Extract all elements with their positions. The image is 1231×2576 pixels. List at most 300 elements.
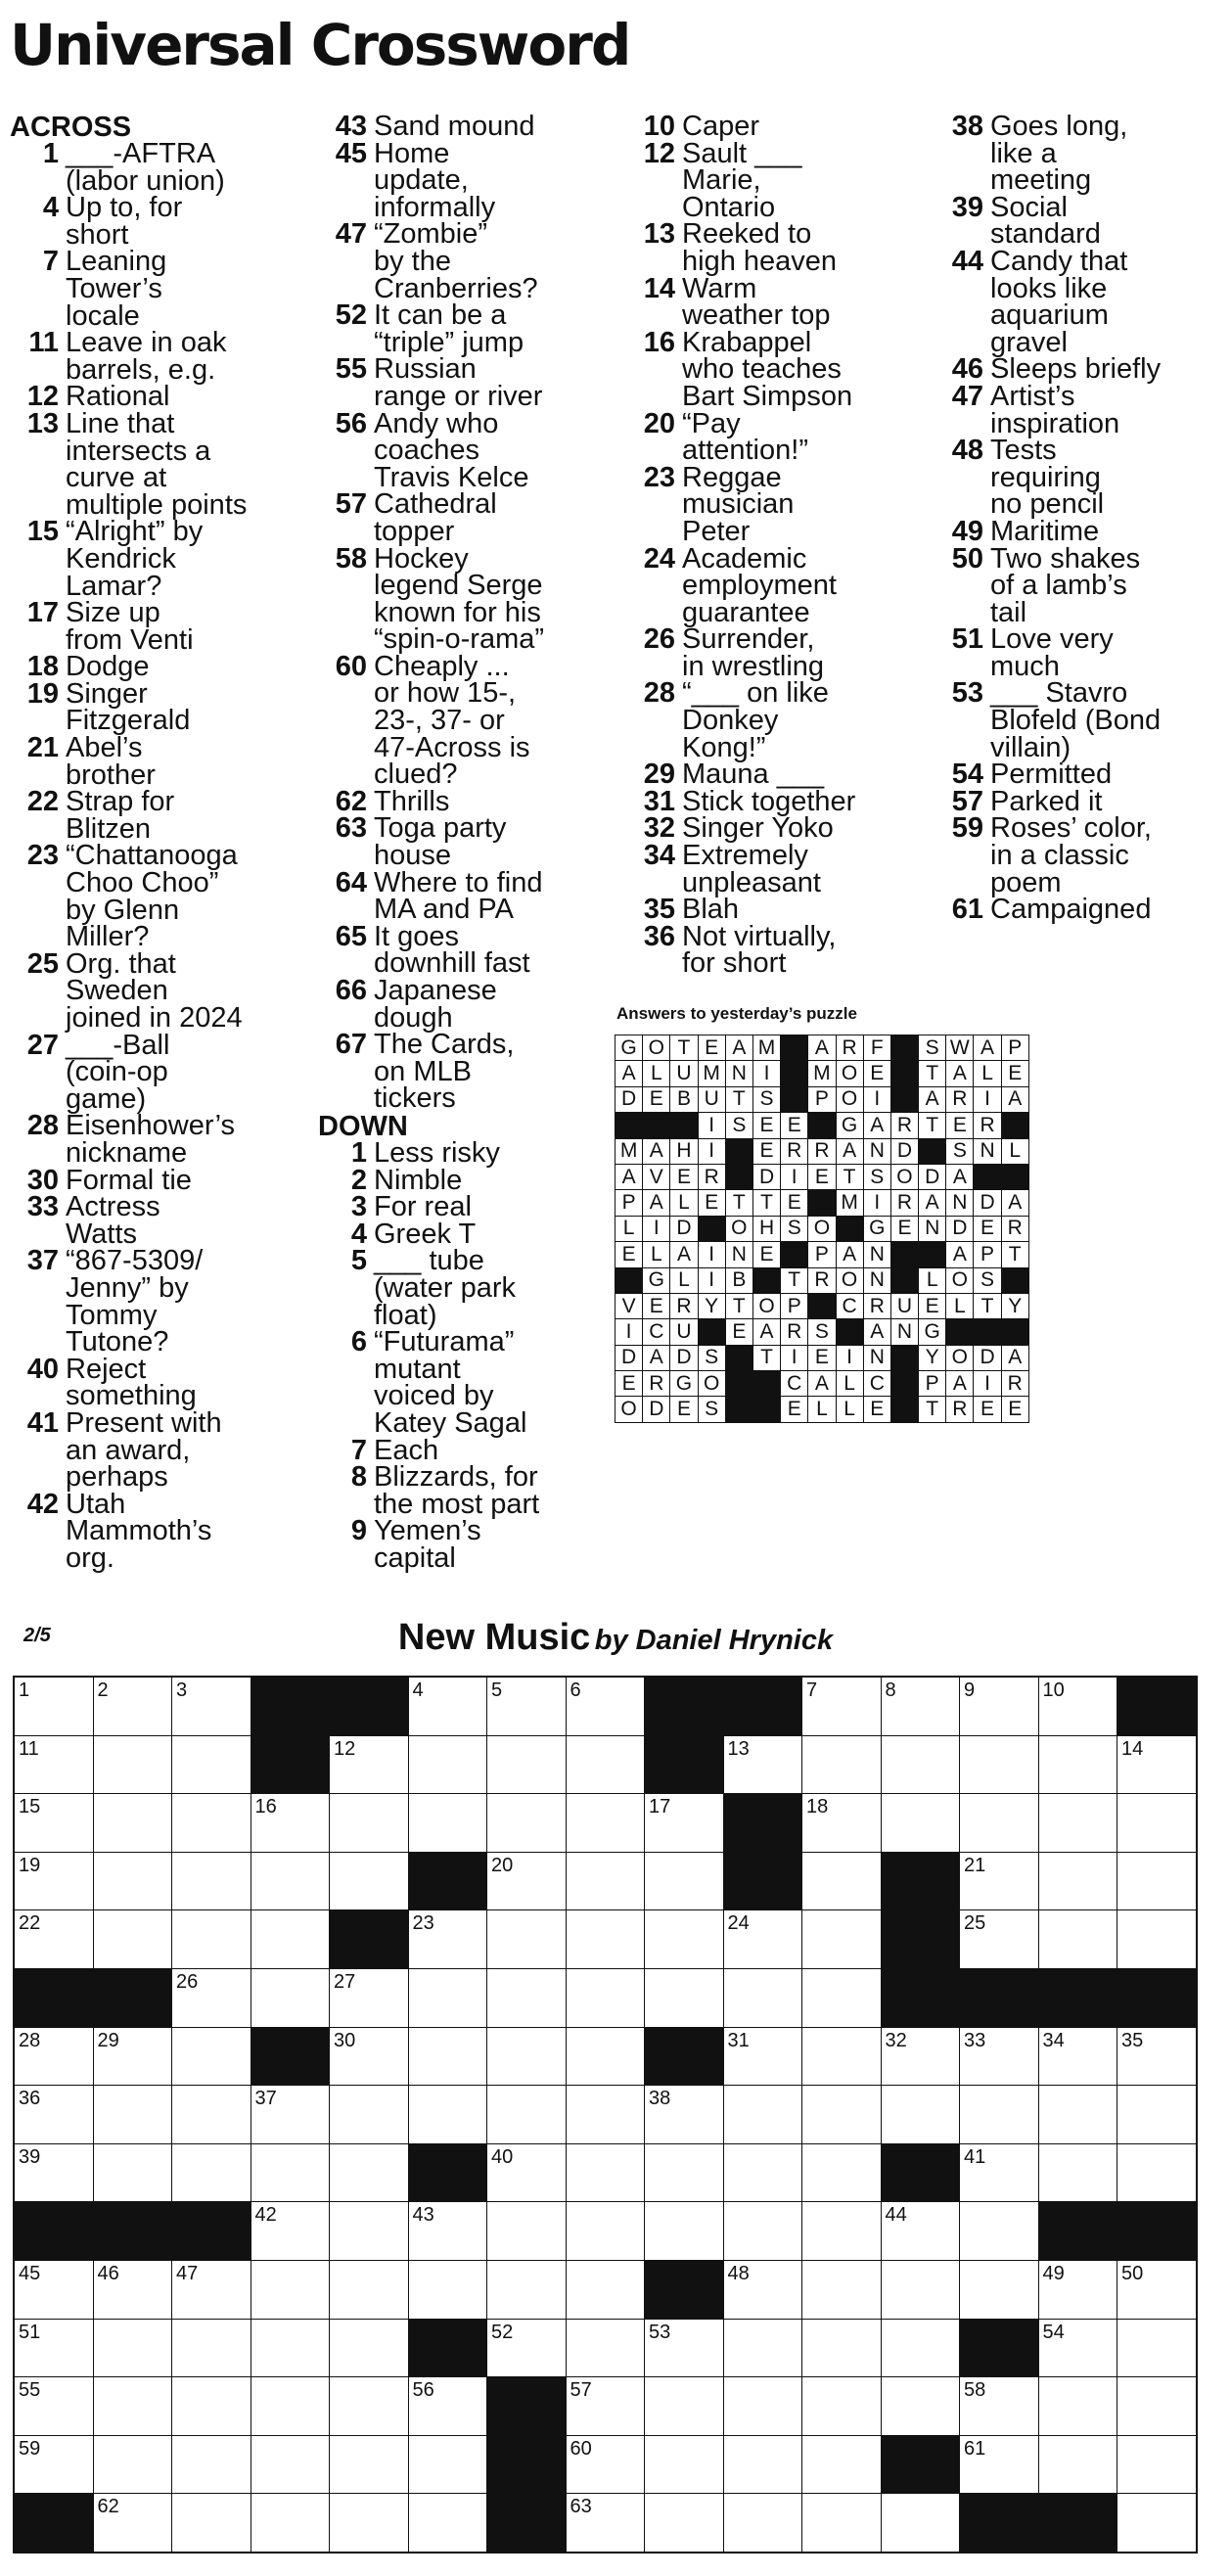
grid-cell[interactable]: [93, 2494, 172, 2553]
grid-cell[interactable]: [1038, 2027, 1117, 2086]
grid-cell[interactable]: [802, 1968, 882, 2027]
clue[interactable]: [10, 327, 247, 386]
grid-cell[interactable]: [802, 2143, 882, 2202]
grid-cell[interactable]: [802, 1852, 882, 1910]
grid-cell[interactable]: [330, 2494, 409, 2553]
grid-cell[interactable]: [330, 2319, 409, 2377]
grid-cell[interactable]: [881, 1677, 960, 1735]
grid-cell[interactable]: [960, 2027, 1039, 2086]
clue[interactable]: [626, 785, 856, 817]
grid-cell[interactable]: [14, 1910, 93, 1969]
grid-cell[interactable]: [1038, 1910, 1117, 1969]
clue[interactable]: [10, 516, 247, 602]
grid-cell[interactable]: [881, 2260, 960, 2319]
grid-cell[interactable]: [14, 2143, 93, 2202]
clue[interactable]: [626, 111, 855, 142]
grid-cell[interactable]: [723, 1910, 802, 1969]
grid-cell[interactable]: [408, 2377, 487, 2436]
cell-number: 61: [964, 2437, 986, 2460]
clue[interactable]: [626, 840, 855, 898]
grid-cell[interactable]: [802, 1735, 882, 1794]
grid-cell[interactable]: [487, 1735, 567, 1794]
clue[interactable]: [935, 437, 1161, 519]
clue[interactable]: [318, 866, 544, 926]
grid-cell[interactable]: [881, 2027, 960, 2086]
grid-cell[interactable]: [487, 2202, 567, 2261]
clue[interactable]: [318, 975, 544, 1034]
grid-cell[interactable]: [881, 1735, 960, 1794]
grid-cell[interactable]: [1038, 1852, 1117, 1910]
grid-cell[interactable]: [251, 1852, 330, 1910]
grid-cell[interactable]: [408, 2202, 487, 2261]
grid-cell[interactable]: [251, 2319, 330, 2377]
grid-cell[interactable]: [408, 1910, 487, 1969]
grid-cell[interactable]: [172, 2494, 251, 2553]
grid-cell[interactable]: [881, 2202, 960, 2261]
cell-number: 51: [19, 2321, 41, 2343]
answer-cell: A: [946, 1164, 974, 1189]
clue[interactable]: [10, 138, 247, 197]
grid-cell[interactable]: [14, 1794, 93, 1853]
grid-cell[interactable]: [330, 2435, 409, 2494]
answer-block: [616, 1113, 643, 1138]
clue[interactable]: [935, 623, 1161, 682]
clue[interactable]: [318, 650, 544, 791]
clue-text: Up to, for: [66, 192, 183, 224]
clue[interactable]: [626, 761, 855, 789]
clue[interactable]: [318, 785, 544, 817]
grid-cell[interactable]: [14, 2377, 93, 2436]
grid-cell[interactable]: [14, 2086, 93, 2144]
grid-cell[interactable]: [251, 2435, 330, 2494]
grid-cell[interactable]: [487, 2143, 567, 2202]
grid-cell[interactable]: [1117, 2494, 1197, 2553]
clue[interactable]: [318, 812, 544, 872]
grid-cell[interactable]: [172, 2086, 251, 2144]
cell-number: 3: [176, 1679, 188, 1701]
grid-cell[interactable]: [14, 1852, 93, 1910]
clue-text: topper: [374, 515, 455, 547]
grid-cell[interactable]: [960, 2202, 1039, 2261]
grid-cell[interactable]: [645, 1852, 724, 1910]
clue[interactable]: [318, 1164, 544, 1196]
grid-cell[interactable]: [960, 2086, 1039, 2144]
grid-cell[interactable]: [960, 1677, 1039, 1735]
grid-cell[interactable]: [172, 1794, 251, 1853]
grid-cell[interactable]: [566, 2202, 645, 2261]
clue[interactable]: [10, 597, 247, 656]
clue[interactable]: [10, 786, 247, 845]
grid-cell[interactable]: [802, 2377, 882, 2436]
clue[interactable]: [935, 542, 1161, 628]
grid-cell[interactable]: [408, 2435, 487, 2494]
clue[interactable]: [10, 246, 247, 332]
grid-cell[interactable]: [645, 2377, 724, 2436]
grid-cell[interactable]: [960, 1735, 1039, 1794]
answer-cell: A: [643, 1190, 670, 1216]
grid-cell[interactable]: [93, 2377, 172, 2436]
grid-cell[interactable]: [487, 2319, 567, 2377]
clue[interactable]: [935, 515, 1161, 547]
grid-cell[interactable]: [881, 1794, 960, 1853]
grid-cell[interactable]: [566, 2143, 645, 2202]
clue[interactable]: [10, 1164, 247, 1196]
grid-cell[interactable]: [251, 2143, 330, 2202]
clue[interactable]: [318, 299, 544, 358]
grid-cell[interactable]: [251, 2494, 330, 2553]
clue[interactable]: [318, 1434, 544, 1466]
grid-cell[interactable]: [14, 1735, 93, 1794]
clue[interactable]: [10, 840, 247, 953]
grid-cell[interactable]: [960, 2143, 1039, 2202]
clue[interactable]: [935, 245, 1161, 358]
clue[interactable]: [935, 894, 1161, 926]
grid-cell[interactable]: [645, 1910, 724, 1969]
grid-cell[interactable]: [723, 2086, 802, 2144]
grid-cell[interactable]: [1117, 2377, 1197, 2436]
grid-cell[interactable]: [93, 1735, 172, 1794]
grid-cell[interactable]: [881, 2494, 960, 2553]
grid-cell[interactable]: [487, 1677, 567, 1735]
grid-cell[interactable]: [408, 1677, 487, 1735]
grid-cell[interactable]: [723, 2027, 802, 2086]
grid-cell[interactable]: [172, 2377, 251, 2436]
grid-cell[interactable]: [1117, 1735, 1197, 1794]
cell-number: 11: [19, 1737, 39, 1760]
grid-cell[interactable]: [408, 2494, 487, 2553]
clue[interactable]: [10, 1191, 247, 1250]
grid-block: [487, 2435, 567, 2494]
clue[interactable]: [10, 651, 247, 683]
grid-cell[interactable]: [487, 1968, 567, 2027]
grid-cell[interactable]: [487, 1794, 567, 1853]
grid-cell[interactable]: [1117, 2260, 1197, 2319]
grid-cell[interactable]: [408, 1794, 487, 1853]
grid-cell[interactable]: [251, 2202, 330, 2261]
grid-cell[interactable]: [566, 1852, 645, 1910]
grid-cell[interactable]: [330, 2260, 409, 2319]
clue[interactable]: [318, 353, 544, 412]
grid-cell[interactable]: [645, 2143, 724, 2202]
grid-cell[interactable]: [645, 2086, 724, 2144]
grid-cell[interactable]: [1038, 1794, 1117, 1853]
grid-cell[interactable]: [1038, 1735, 1117, 1794]
clue[interactable]: [935, 191, 1161, 251]
grid-cell[interactable]: [645, 2202, 724, 2261]
grid-cell[interactable]: [1117, 2319, 1197, 2377]
clue[interactable]: [318, 1218, 544, 1250]
grid-cell[interactable]: [1117, 2086, 1197, 2144]
grid-cell[interactable]: [1038, 2377, 1117, 2436]
clue[interactable]: [935, 380, 1161, 439]
grid-cell[interactable]: [1117, 1794, 1197, 1853]
grid-cell[interactable]: [14, 2435, 93, 2494]
clue[interactable]: [318, 218, 544, 304]
clue[interactable]: [10, 1406, 247, 1494]
clue[interactable]: [626, 272, 855, 332]
grid-cell[interactable]: [172, 2260, 251, 2319]
answer-cell: E: [752, 1242, 780, 1267]
clue[interactable]: [626, 920, 855, 980]
grid-cell[interactable]: [487, 2027, 567, 2086]
clue-text: Org. that: [66, 947, 176, 980]
answer-block: [808, 1293, 836, 1318]
grid-cell[interactable]: [487, 2260, 567, 2319]
grid-cell[interactable]: [645, 1968, 724, 2027]
answer-cell: E: [616, 1242, 643, 1267]
grid-cell[interactable]: [960, 1794, 1039, 1853]
grid-cell[interactable]: [802, 2086, 882, 2144]
grid-cell[interactable]: [172, 1968, 251, 2027]
grid-cell[interactable]: [330, 1794, 409, 1853]
answer-cell: S: [725, 1113, 752, 1138]
grid-cell[interactable]: [645, 2494, 724, 2553]
grid-cell[interactable]: [566, 2319, 645, 2377]
grid-cell[interactable]: [172, 1677, 251, 1735]
clue-text: informally: [374, 191, 496, 223]
grid-cell[interactable]: [723, 2377, 802, 2436]
grid-cell[interactable]: [881, 2319, 960, 2377]
clue[interactable]: [10, 1353, 247, 1412]
clue[interactable]: [10, 947, 247, 1034]
clue[interactable]: [318, 1245, 544, 1331]
grid-cell[interactable]: [802, 1794, 882, 1853]
grid-cell[interactable]: [960, 1852, 1039, 1910]
grid-cell[interactable]: [330, 1852, 409, 1910]
grid-cell[interactable]: [723, 1735, 802, 1794]
grid-cell[interactable]: [487, 1852, 567, 1910]
clue[interactable]: [935, 785, 1161, 817]
clue[interactable]: [626, 137, 855, 223]
answer-cell: L: [1001, 1138, 1028, 1164]
grid-cell[interactable]: [881, 2086, 960, 2144]
clue[interactable]: [935, 111, 1161, 197]
grid-block: [881, 1968, 960, 2027]
crossword-grid[interactable]: [13, 1676, 1198, 2553]
grid-cell[interactable]: [172, 2143, 251, 2202]
clue-text: “Pay: [682, 407, 741, 439]
grid-cell[interactable]: [960, 2435, 1039, 2494]
clue[interactable]: [626, 218, 855, 277]
grid-cell[interactable]: [1117, 2143, 1197, 2202]
clue-text: “867-5309/: [66, 1245, 204, 1277]
grid-cell[interactable]: [645, 2435, 724, 2494]
clue[interactable]: [318, 1136, 544, 1169]
grid-cell[interactable]: [14, 2319, 93, 2377]
grid-cell[interactable]: [330, 1968, 409, 2027]
grid-cell[interactable]: [802, 1910, 882, 1969]
clue[interactable]: [318, 1461, 544, 1520]
grid-cell[interactable]: [93, 1677, 172, 1735]
grid-cell[interactable]: [566, 2086, 645, 2144]
grid-cell[interactable]: [93, 2027, 172, 2086]
grid-cell[interactable]: [172, 1910, 251, 1969]
grid-cell[interactable]: [566, 1968, 645, 2027]
cell-number: 42: [254, 2204, 277, 2227]
clue[interactable]: [626, 677, 855, 763]
clue[interactable]: [10, 192, 247, 251]
clue[interactable]: [626, 894, 855, 926]
grid-cell[interactable]: [251, 2377, 330, 2436]
grid-cell[interactable]: [1117, 2435, 1197, 2494]
grid-cell[interactable]: [1117, 2027, 1197, 2086]
clue[interactable]: [318, 407, 544, 493]
grid-cell[interactable]: [1117, 1910, 1197, 1969]
grid-cell[interactable]: [330, 2377, 409, 2436]
grid-cell[interactable]: [408, 1735, 487, 1794]
clue[interactable]: [935, 677, 1162, 763]
grid-cell[interactable]: [172, 2435, 251, 2494]
grid-cell[interactable]: [645, 1794, 724, 1853]
grid-cell[interactable]: [723, 2202, 802, 2261]
grid-cell[interactable]: [723, 2435, 802, 2494]
clue[interactable]: [626, 461, 855, 547]
grid-cell[interactable]: [802, 2202, 882, 2261]
clue[interactable]: [10, 407, 248, 521]
grid-cell[interactable]: [960, 2260, 1039, 2319]
grid-cell[interactable]: [93, 2260, 172, 2319]
grid-cell[interactable]: [802, 2260, 882, 2319]
clue[interactable]: [318, 111, 544, 142]
grid-cell[interactable]: [251, 1968, 330, 2027]
clue[interactable]: [10, 1488, 247, 1574]
grid-cell[interactable]: [723, 2494, 802, 2553]
clue[interactable]: [935, 761, 1161, 789]
grid-cell[interactable]: [1038, 1677, 1117, 1735]
grid-cell[interactable]: [93, 2435, 172, 2494]
grid-cell[interactable]: [1038, 2143, 1117, 2202]
grid-cell[interactable]: [330, 2202, 409, 2261]
grid-cell[interactable]: [408, 2086, 487, 2144]
cell-number: 44: [885, 2204, 907, 2227]
grid-cell[interactable]: [566, 1910, 645, 1969]
answer-block: [890, 1397, 918, 1422]
clue[interactable]: [318, 137, 544, 223]
grid-cell[interactable]: [566, 2260, 645, 2319]
grid-cell[interactable]: [408, 1968, 487, 2027]
answer-cell: A: [725, 1035, 752, 1061]
clue[interactable]: [10, 677, 247, 737]
clue[interactable]: [10, 1029, 247, 1115]
grid-cell[interactable]: [1038, 2260, 1117, 2319]
grid-cell[interactable]: [251, 1910, 330, 1969]
grid-cell[interactable]: [566, 1677, 645, 1735]
grid-cell[interactable]: [1038, 2435, 1117, 2494]
answer-cell: L: [616, 1216, 643, 1241]
clue-text: Tommy: [66, 1299, 158, 1331]
grid-cell[interactable]: [330, 2086, 409, 2144]
grid-cell[interactable]: [408, 2027, 487, 2086]
grid-cell[interactable]: [93, 2319, 172, 2377]
grid-cell[interactable]: [172, 1735, 251, 1794]
grid-cell[interactable]: [723, 2260, 802, 2319]
grid-cell[interactable]: [172, 2319, 251, 2377]
grid-cell[interactable]: [802, 2435, 882, 2494]
answer-cell: A: [1001, 1086, 1028, 1112]
grid-cell[interactable]: [566, 2435, 645, 2494]
answer-cell: O: [616, 1397, 643, 1422]
grid-cell[interactable]: [251, 1794, 330, 1853]
clue[interactable]: [318, 1029, 544, 1115]
grid-cell[interactable]: [251, 2086, 330, 2144]
grid-cell[interactable]: [93, 1852, 172, 1910]
cell-number: 31: [727, 2029, 750, 2051]
clue-text: Leave in oak: [66, 327, 227, 359]
clue[interactable]: [626, 542, 855, 628]
grid-cell[interactable]: [723, 1968, 802, 2027]
grid-cell[interactable]: [14, 2260, 93, 2319]
grid-cell[interactable]: [251, 2260, 330, 2319]
grid-cell[interactable]: [566, 2377, 645, 2436]
grid-cell[interactable]: [14, 1677, 93, 1735]
clue[interactable]: [318, 1191, 544, 1223]
clue[interactable]: [10, 1110, 247, 1169]
grid-cell[interactable]: [645, 2319, 724, 2377]
clue[interactable]: [10, 732, 247, 791]
clue-number: 22: [26, 786, 59, 818]
clue[interactable]: [626, 623, 855, 682]
clue[interactable]: [10, 381, 247, 413]
grid-cell[interactable]: [566, 1735, 645, 1794]
grid-cell[interactable]: [723, 2319, 802, 2377]
grid-cell[interactable]: [487, 1910, 567, 1969]
grid-cell[interactable]: [960, 1910, 1039, 1969]
grid-cell[interactable]: [566, 1794, 645, 1853]
grid-cell[interactable]: [1038, 2086, 1117, 2144]
grid-cell[interactable]: [172, 1852, 251, 1910]
clue-text: Thrills: [374, 785, 450, 817]
clue[interactable]: [318, 1515, 544, 1574]
clue[interactable]: [626, 812, 855, 845]
grid-cell[interactable]: [93, 2143, 172, 2202]
answer-cell: L: [643, 1242, 670, 1267]
clue-text: something: [66, 1380, 197, 1412]
clue[interactable]: [626, 407, 855, 467]
grid-cell[interactable]: [802, 2319, 882, 2377]
grid-cell[interactable]: [93, 1910, 172, 1969]
clue[interactable]: [318, 1326, 544, 1439]
grid-cell[interactable]: [802, 2027, 882, 2086]
grid-cell[interactable]: [802, 1677, 882, 1735]
grid-cell[interactable]: [172, 2027, 251, 2086]
clue[interactable]: [10, 1245, 247, 1358]
clue[interactable]: [318, 542, 545, 656]
grid-cell[interactable]: [330, 2027, 409, 2086]
grid-cell[interactable]: [14, 2027, 93, 2086]
grid-cell[interactable]: [960, 2377, 1039, 2436]
grid-cell[interactable]: [93, 1794, 172, 1853]
cell-number: 27: [334, 1970, 356, 1993]
grid-cell[interactable]: [723, 2143, 802, 2202]
clue[interactable]: [935, 812, 1161, 898]
grid-cell[interactable]: [566, 2027, 645, 2086]
grid-cell[interactable]: [802, 2494, 882, 2553]
grid-cell[interactable]: [487, 2086, 567, 2144]
grid-cell[interactable]: [330, 2143, 409, 2202]
clue[interactable]: [318, 488, 544, 547]
grid-cell[interactable]: [881, 2377, 960, 2436]
clue[interactable]: [318, 920, 544, 980]
grid-cell[interactable]: [1117, 1852, 1197, 1910]
grid-cell[interactable]: [408, 2260, 487, 2319]
grid-cell[interactable]: [330, 1735, 409, 1794]
grid-cell[interactable]: [566, 2494, 645, 2553]
answer-cell: B: [725, 1267, 752, 1293]
clue[interactable]: [935, 353, 1162, 386]
grid-cell[interactable]: [1038, 2319, 1117, 2377]
grid-cell[interactable]: [93, 2086, 172, 2144]
clue[interactable]: [626, 326, 855, 412]
